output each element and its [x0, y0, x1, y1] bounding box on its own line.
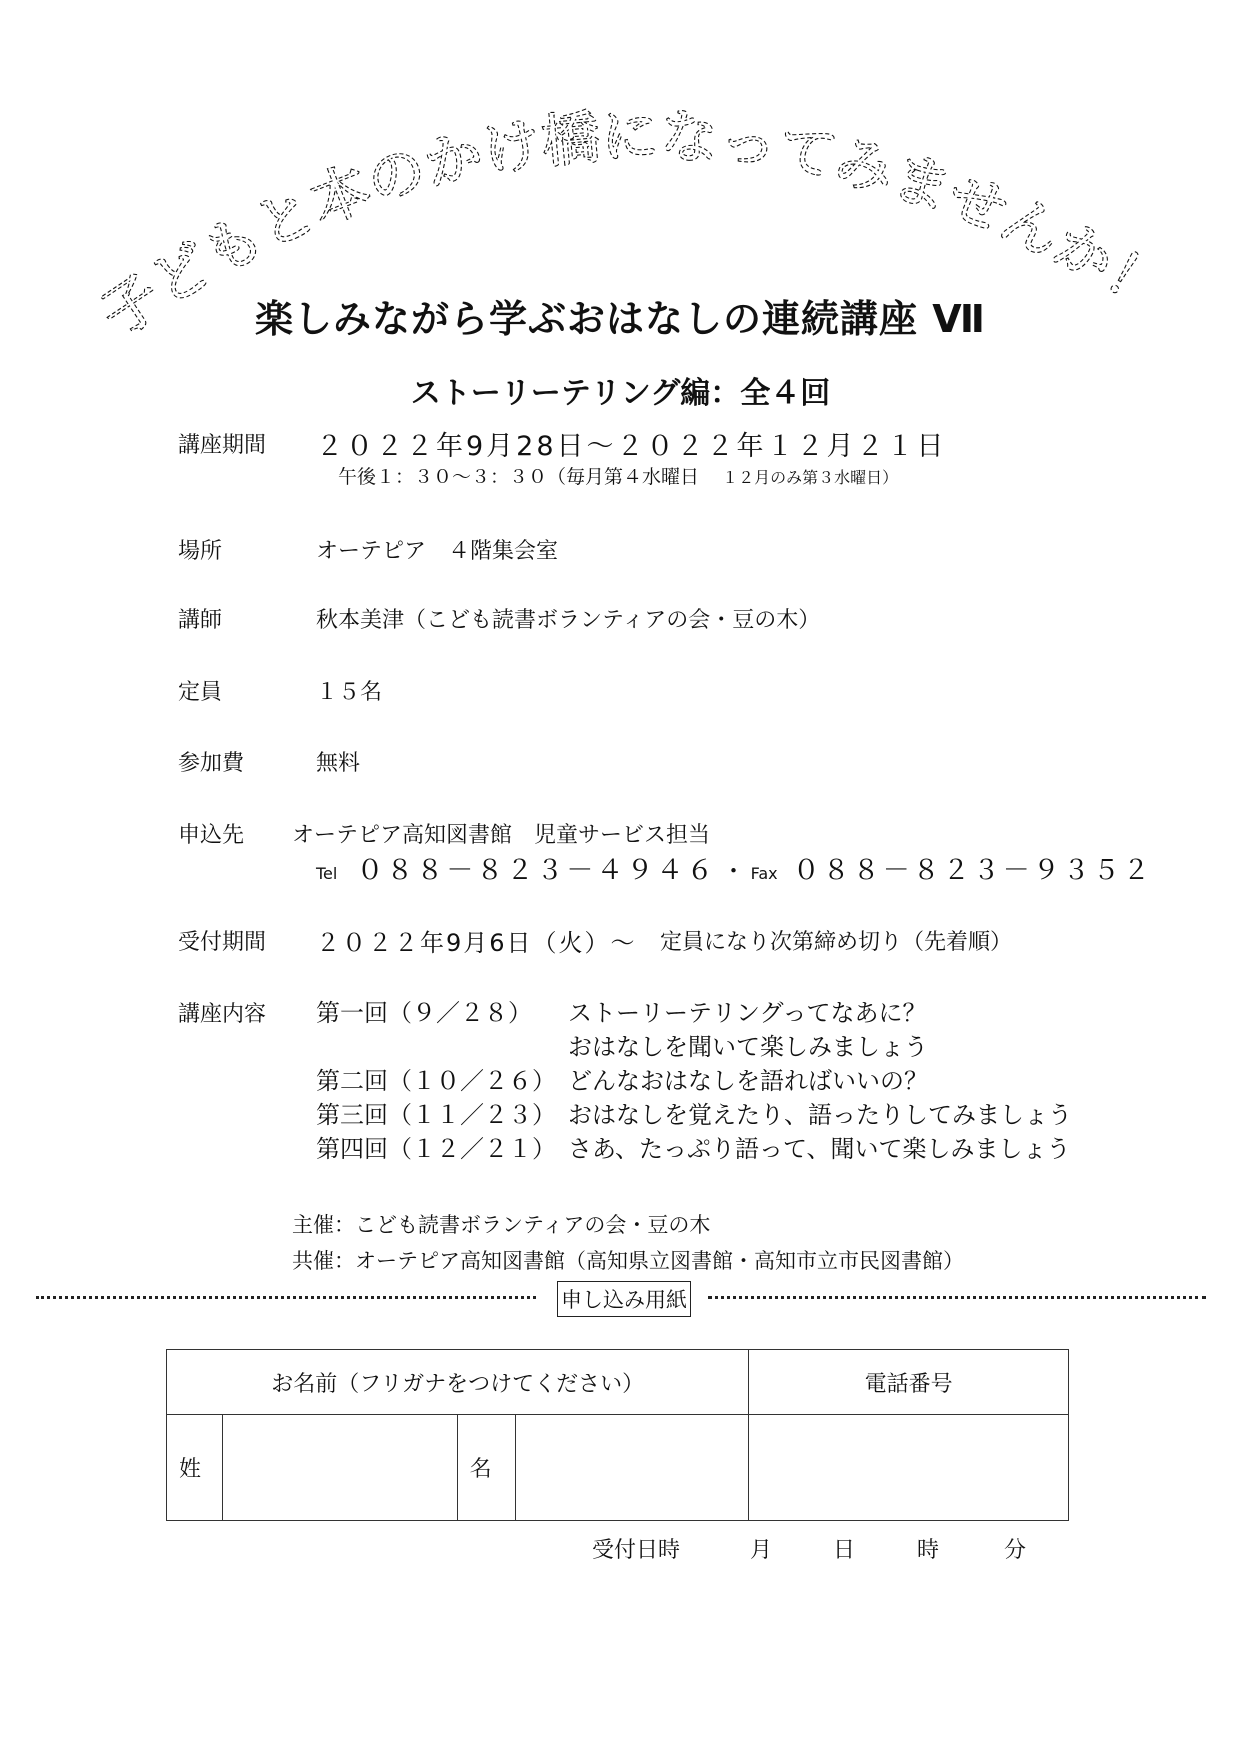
session-list — [316, 993, 1072, 1163]
venue-value: オーテピア ４階集会室 — [316, 539, 559, 564]
session-topic: おはなしを聞いて楽しみましょう — [568, 1032, 928, 1061]
received-day: 日 — [833, 1538, 856, 1563]
session-number: 第三回（１１／２３） — [316, 1100, 556, 1129]
name-header: お名前（フリガナをつけてください） — [167, 1350, 749, 1415]
cohost-text: 共催：オーテピア高知図書館（高知県立図書館・高知市立市民図書館） — [292, 1249, 964, 1273]
list-item — [316, 1129, 1072, 1163]
apply-value: オーテピア高知図書館 児童サービス担当 — [292, 823, 711, 848]
period-time-note: １２月のみ第３水曜日） — [722, 468, 899, 487]
tel-label: Tel — [316, 864, 338, 883]
cut-line-right — [708, 1296, 1206, 1299]
arched-headline-text: 子どもと本のかけ橋になってみませんか！ — [88, 101, 1179, 350]
period-label: 講座期間 — [178, 433, 267, 458]
session-topic: どんなおはなしを語ればいいの？ — [568, 1066, 928, 1095]
phone-header: 電話番号 — [749, 1350, 1069, 1415]
list-item — [316, 1095, 1072, 1129]
contact-row — [316, 848, 1153, 887]
surname-label: 姓 — [167, 1415, 223, 1521]
capacity-value: １５名 — [316, 680, 383, 705]
session-number: 第二回（１０／２６） — [316, 1066, 556, 1095]
cut-line-left — [36, 1296, 536, 1299]
reception-note: 定員になり次第締め切り（先着順） — [660, 930, 1013, 955]
lecturer-label: 講師 — [178, 608, 223, 633]
reception-label: 受付期間 — [178, 930, 267, 955]
contact-separator: ・ — [721, 857, 746, 885]
list-item — [316, 1027, 1072, 1061]
fax-number: ０８８－８２３－９３５２ — [792, 855, 1153, 886]
session-number: 第四回（１２／２１） — [316, 1134, 556, 1163]
form-section-label: 申し込み用紙 — [557, 1281, 691, 1317]
apply-label: 申込先 — [178, 823, 245, 848]
session-topic: ストーリーテリングってなあに？ — [568, 998, 927, 1027]
venue-label: 場所 — [178, 539, 223, 564]
fee-label: 参加費 — [178, 751, 245, 776]
list-item — [316, 993, 1072, 1027]
fee-value: 無料 — [316, 751, 361, 776]
list-item — [316, 1061, 1072, 1095]
received-minute: 分 — [1004, 1538, 1027, 1563]
session-topic: おはなしを覚えたり、語ったりしてみましょう — [568, 1100, 1072, 1129]
page-title: 楽しみながら学ぶおはなしの連続講座 Ⅶ — [255, 297, 986, 341]
capacity-label: 定員 — [178, 680, 223, 705]
session-number: 第一回（９／２８） — [316, 998, 532, 1027]
period-dates: ２０２２年9月28日～２０２２年１２月２１日 — [316, 431, 947, 462]
surname-field[interactable] — [222, 1415, 457, 1521]
tel-number: ０８８－８２３－４９４６ — [356, 855, 717, 886]
lecturer-value: 秋本美津（こども読書ボランティアの会・豆の木） — [316, 608, 821, 633]
page-subtitle: ストーリーテリング編：全４回 — [410, 376, 831, 411]
received-month: 月 — [750, 1538, 773, 1563]
session-topic: さあ、たっぷり語って、聞いて楽しみましょう — [568, 1134, 1071, 1163]
given-name-field[interactable] — [515, 1415, 749, 1521]
given-name-label: 名 — [457, 1415, 515, 1521]
period-time: 午後１：３０～３：３０（毎月第４水曜日 — [338, 466, 700, 488]
fax-label: Fax — [750, 864, 778, 883]
received-hour: 時 — [917, 1538, 940, 1563]
entry-form-table — [166, 1349, 1069, 1521]
content-label: 講座内容 — [178, 1002, 267, 1027]
reception-start: ２０２２年9月6日（火）～ — [316, 929, 637, 957]
received-label: 受付日時 — [592, 1538, 681, 1563]
host-text: 主催：こども読書ボランティアの会・豆の木 — [292, 1213, 711, 1237]
phone-field[interactable] — [749, 1415, 1069, 1521]
period-time-row — [338, 462, 898, 489]
